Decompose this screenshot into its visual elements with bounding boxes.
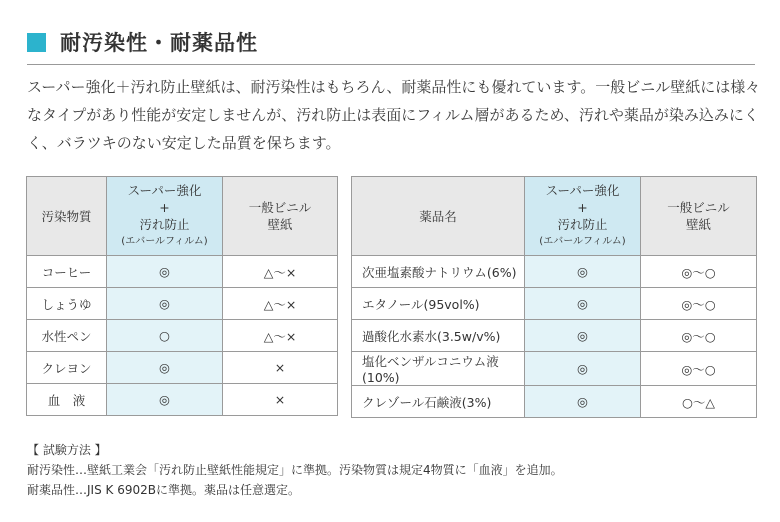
col-header-super xyxy=(107,177,223,256)
super-rating: ◎ xyxy=(525,288,641,320)
substance-name: しょうゆ xyxy=(27,288,107,320)
col-header-super-line1: スーパー強化 xyxy=(545,183,620,198)
substance-name: 水性ペン xyxy=(27,320,107,352)
table-row xyxy=(27,384,338,416)
col-header-substance: 汚染物質 xyxy=(27,177,107,256)
table-header-row xyxy=(27,177,338,256)
col-header-super xyxy=(525,177,641,256)
table-header-row xyxy=(352,177,757,256)
table-row xyxy=(352,288,757,320)
vinyl-rating: ○～△ xyxy=(641,386,757,418)
substance-name: 血 液 xyxy=(27,384,107,416)
super-rating: ◎ xyxy=(107,384,223,416)
col-header-super-line2: 汚れ防止 xyxy=(557,217,608,232)
table-row xyxy=(352,386,757,418)
super-rating: ○ xyxy=(107,320,223,352)
col-header-chemical: 薬品名 xyxy=(352,177,525,256)
col-header-vinyl-line2: 壁紙 xyxy=(685,217,711,232)
stain-resistance-table xyxy=(26,176,338,416)
col-header-vinyl xyxy=(223,177,338,256)
col-header-vinyl xyxy=(641,177,757,256)
super-rating: ◎ xyxy=(107,352,223,384)
notes-title: 【 試験方法 】 xyxy=(27,443,107,457)
notes-line-chemical: 耐薬品性…JIS K 6902Bに準拠。薬品は任意選定。 xyxy=(27,483,300,497)
table-row xyxy=(27,320,338,352)
heading-marker xyxy=(27,33,46,52)
col-header-vinyl-line1: 一般ビニル xyxy=(667,200,730,215)
section-heading xyxy=(27,27,258,57)
super-rating: ◎ xyxy=(107,256,223,288)
col-header-super-line2: 汚れ防止 xyxy=(139,217,190,232)
heading-divider xyxy=(27,64,755,65)
chemical-resistance-table xyxy=(351,176,757,418)
test-method-notes xyxy=(27,440,563,500)
chemical-name: 次亜塩素酸ナトリウム(6%) xyxy=(352,256,525,288)
vinyl-rating: × xyxy=(223,384,338,416)
super-rating: ◎ xyxy=(525,256,641,288)
vinyl-rating: △～× xyxy=(223,288,338,320)
table-row xyxy=(27,256,338,288)
vinyl-rating: ◎～○ xyxy=(641,288,757,320)
col-header-vinyl-line2: 壁紙 xyxy=(267,217,293,232)
vinyl-rating: × xyxy=(223,352,338,384)
chemical-name: 過酸化水素水(3.5w/v%) xyxy=(352,320,525,352)
col-header-super-plus: + xyxy=(159,200,170,215)
table-row xyxy=(27,288,338,320)
chemical-name: エタノール(95vol%) xyxy=(352,288,525,320)
col-header-super-note: (エバールフィルム) xyxy=(121,236,208,247)
substance-name: クレヨン xyxy=(27,352,107,384)
vinyl-rating: ◎～○ xyxy=(641,352,757,386)
vinyl-rating: ◎～○ xyxy=(641,320,757,352)
vinyl-rating: ◎～○ xyxy=(641,256,757,288)
table-row xyxy=(352,320,757,352)
col-header-super-plus: + xyxy=(577,200,588,215)
super-rating: ◎ xyxy=(525,352,641,386)
table-row xyxy=(352,352,757,386)
page-title: 耐汚染性・耐薬品性 xyxy=(60,31,258,55)
col-header-super-note: (エバールフィルム) xyxy=(539,236,626,247)
table-row xyxy=(27,352,338,384)
col-header-vinyl-line1: 一般ビニル xyxy=(248,200,312,215)
substance-name: コーヒー xyxy=(27,256,107,288)
super-rating: ◎ xyxy=(107,288,223,320)
chemical-name: クレゾール石鹸液(3%) xyxy=(352,386,525,418)
vinyl-rating: △～× xyxy=(223,256,338,288)
notes-line-stain: 耐汚染性…壁紙工業会「汚れ防止壁紙性能規定」に準拠。汚染物質は規定4物質に「血液」を追加。 xyxy=(27,463,563,477)
table-row xyxy=(352,256,757,288)
intro-paragraph: スーパー強化＋汚れ防止壁紙は、耐汚染性はもちろん、耐薬品性にも優れています。一般ビニル壁紙には様々なタイプがあり性能が安定しませんが、汚れ防止は表面にフィルム層があるため、汚れや薬品が染み込みにくく、バラツキのない安定した品質を保ちます。 xyxy=(27,78,761,152)
chemical-name: 塩化ベンザルコニウム液(10%) xyxy=(352,352,525,386)
super-rating: ◎ xyxy=(525,320,641,352)
vinyl-rating: △～× xyxy=(223,320,338,352)
col-header-super-line1: スーパー強化 xyxy=(127,183,202,198)
super-rating: ◎ xyxy=(525,386,641,418)
